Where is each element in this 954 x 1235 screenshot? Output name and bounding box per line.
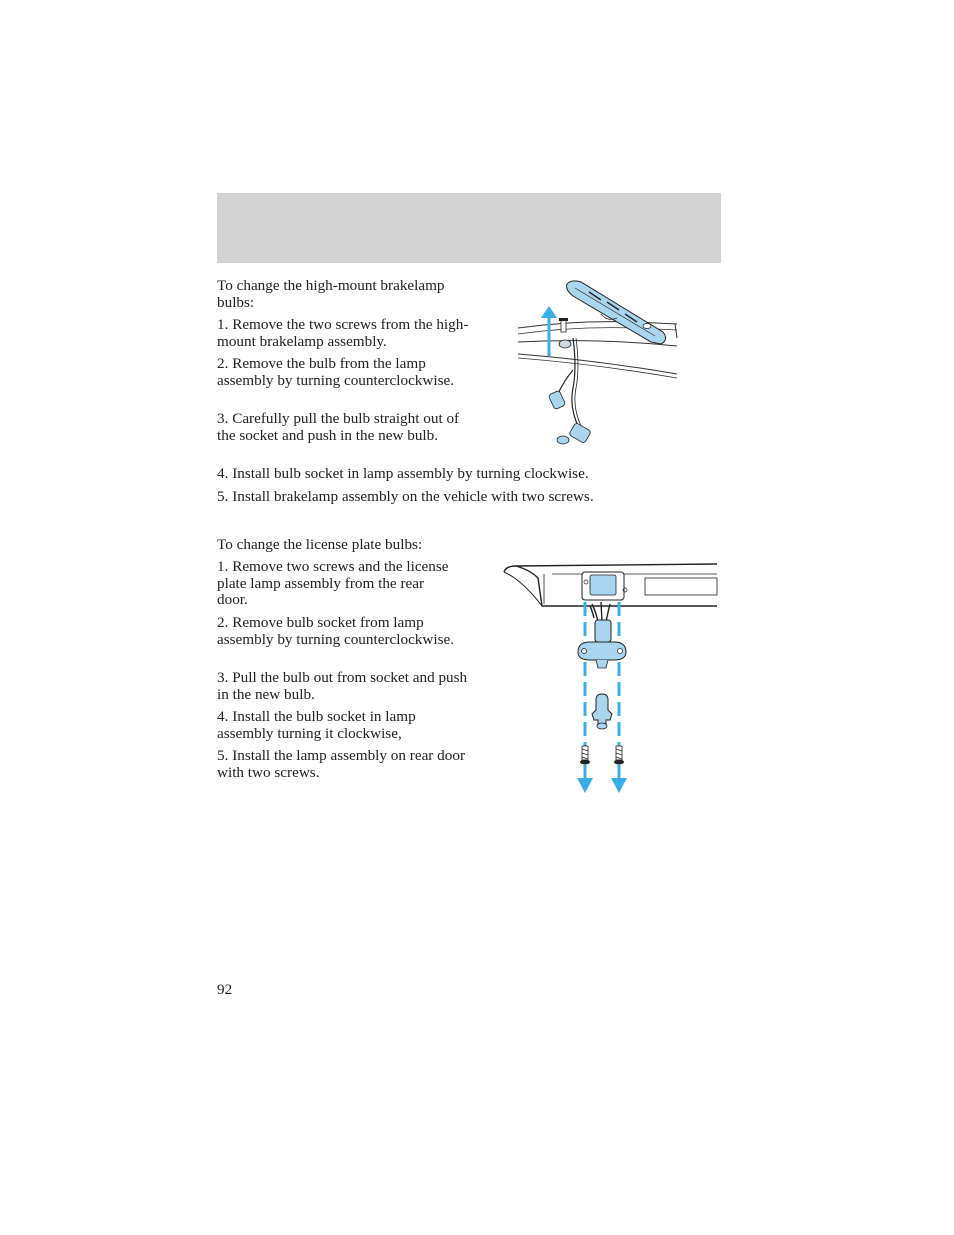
brakelamp-step-1: 1. Remove the two screws from the high-mount brakelamp assembly.: [217, 316, 469, 350]
license-step-5: 5. Install the lamp assembly on rear door with two screws.: [217, 747, 465, 781]
license-step-4: 4. Install the bulb socket in lamp assembly turning it clockwise,: [217, 708, 416, 742]
brakelamp-step-4: 4. Install bulb socket in lamp assembly by turning clockwise.: [217, 465, 589, 482]
license-step-2: 2. Remove bulb socket from lamp assembly by turning counterclockwise.: [217, 614, 455, 648]
brakelamp-step-5: 5. Install brakelamp assembly on the vehicle with two screws.: [217, 488, 594, 505]
brakelamp-intro: To change the high-mount brakelamp bulbs:: [217, 277, 445, 311]
license-lamp-diagram: [502, 560, 720, 798]
brakelamp-step-3: 3. Carefully pull the bulb straight out of the socket and push in the new bulb.: [217, 410, 460, 444]
license-intro: To change the license plate bulbs:: [217, 536, 423, 553]
section-header-band: [217, 193, 721, 263]
license-step-1: 1. Remove two screws and the license plate lamp assembly from the rear door.: [217, 558, 449, 608]
license-step-3: 3. Pull the bulb out from socket and push in the new bulb.: [217, 669, 468, 703]
brakelamp-housing: [567, 281, 666, 344]
brakelamp-step-2: 2. Remove the bulb from the lamp assembly by turning counterclockwise.: [217, 355, 455, 389]
bulb-icon: [592, 694, 612, 729]
down-arrow-icon: [577, 764, 627, 793]
bulb-socket-icon: [548, 390, 591, 444]
screw-icon: [580, 746, 624, 765]
page-number: 92: [217, 981, 233, 998]
brakelamp-diagram: [515, 278, 680, 448]
